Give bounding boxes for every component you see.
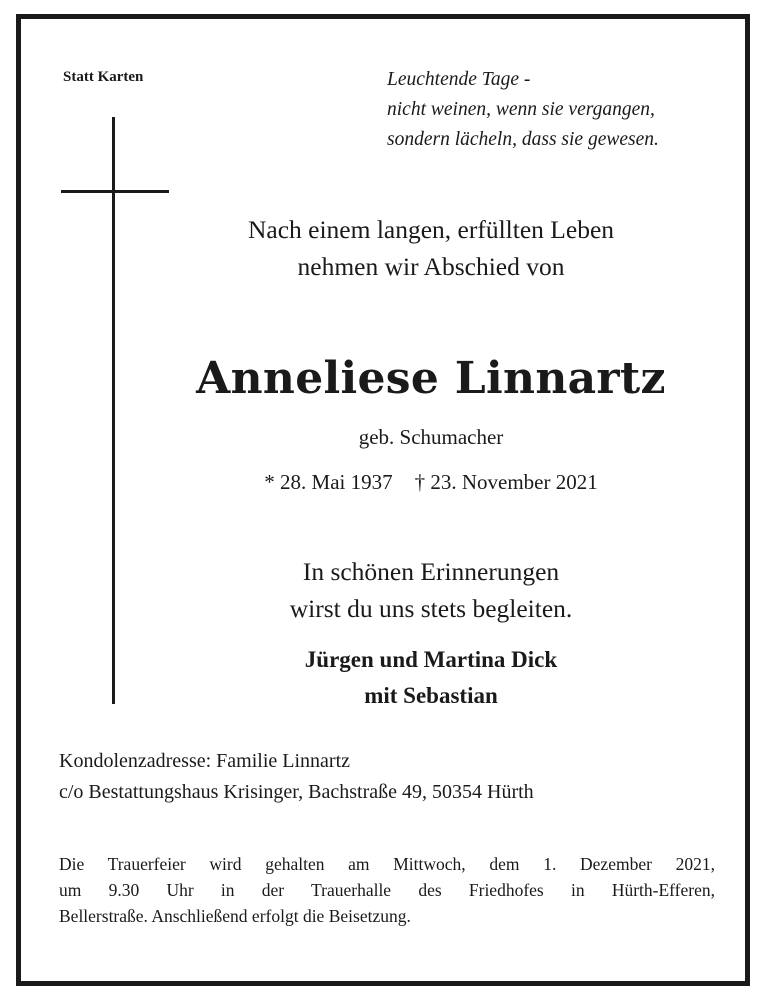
ceremony-line: Bellerstraße. Anschließend erfolgt die Beisetzung. <box>59 906 411 926</box>
condolence-line: Kondolenzadresse: Familie Linnartz <box>59 750 351 772</box>
motto-quote <box>387 65 659 155</box>
maiden-name: geb. Schumacher <box>358 425 504 449</box>
memory-line: In schönen Erinnerungen <box>302 557 560 586</box>
motto-line: Leuchtende Tage - <box>387 69 531 90</box>
motto-line: nicht weinen, wenn sie vergangen, <box>387 99 655 120</box>
intro-text <box>141 211 721 285</box>
cross-vertical-bar <box>112 117 115 704</box>
memory-text <box>141 553 721 627</box>
funeral-information <box>59 851 715 929</box>
life-dates <box>141 467 721 497</box>
birth-date: * 28. Mai 1937 <box>264 470 393 494</box>
death-date: † 23. November 2021 <box>414 470 598 494</box>
cross-horizontal-bar <box>61 190 169 193</box>
memory-line: wirst du uns stets begleiten. <box>289 594 573 623</box>
mourner-line: Jürgen und Martina Dick <box>304 647 558 672</box>
ceremony-line: um 9.30 Uhr in der Trauerhalle des Friedhofes in Hürth-Efferen, <box>59 880 715 900</box>
intro-line: nehmen wir Abschied von <box>297 252 565 281</box>
statt-karten-label: Statt Karten <box>63 69 144 85</box>
intro-line: Nach einem langen, erfüllten Leben <box>247 215 615 244</box>
ceremony-line: Die Trauerfeier wird gehalten am Mittwoch, dem 1. Dezember 2021, <box>59 854 715 874</box>
obituary-notice <box>16 14 750 986</box>
condolence-line: c/o Bestattungshaus Krisinger, Bachstraße 49, 50354 Hürth <box>59 781 534 803</box>
mourners <box>141 642 721 714</box>
condolence-address <box>59 746 534 808</box>
deceased-name: Anneliese Linnartz <box>196 353 666 404</box>
motto-line: sondern lächeln, dass sie gewesen. <box>387 129 659 150</box>
mourner-line: mit Sebastian <box>364 683 498 708</box>
